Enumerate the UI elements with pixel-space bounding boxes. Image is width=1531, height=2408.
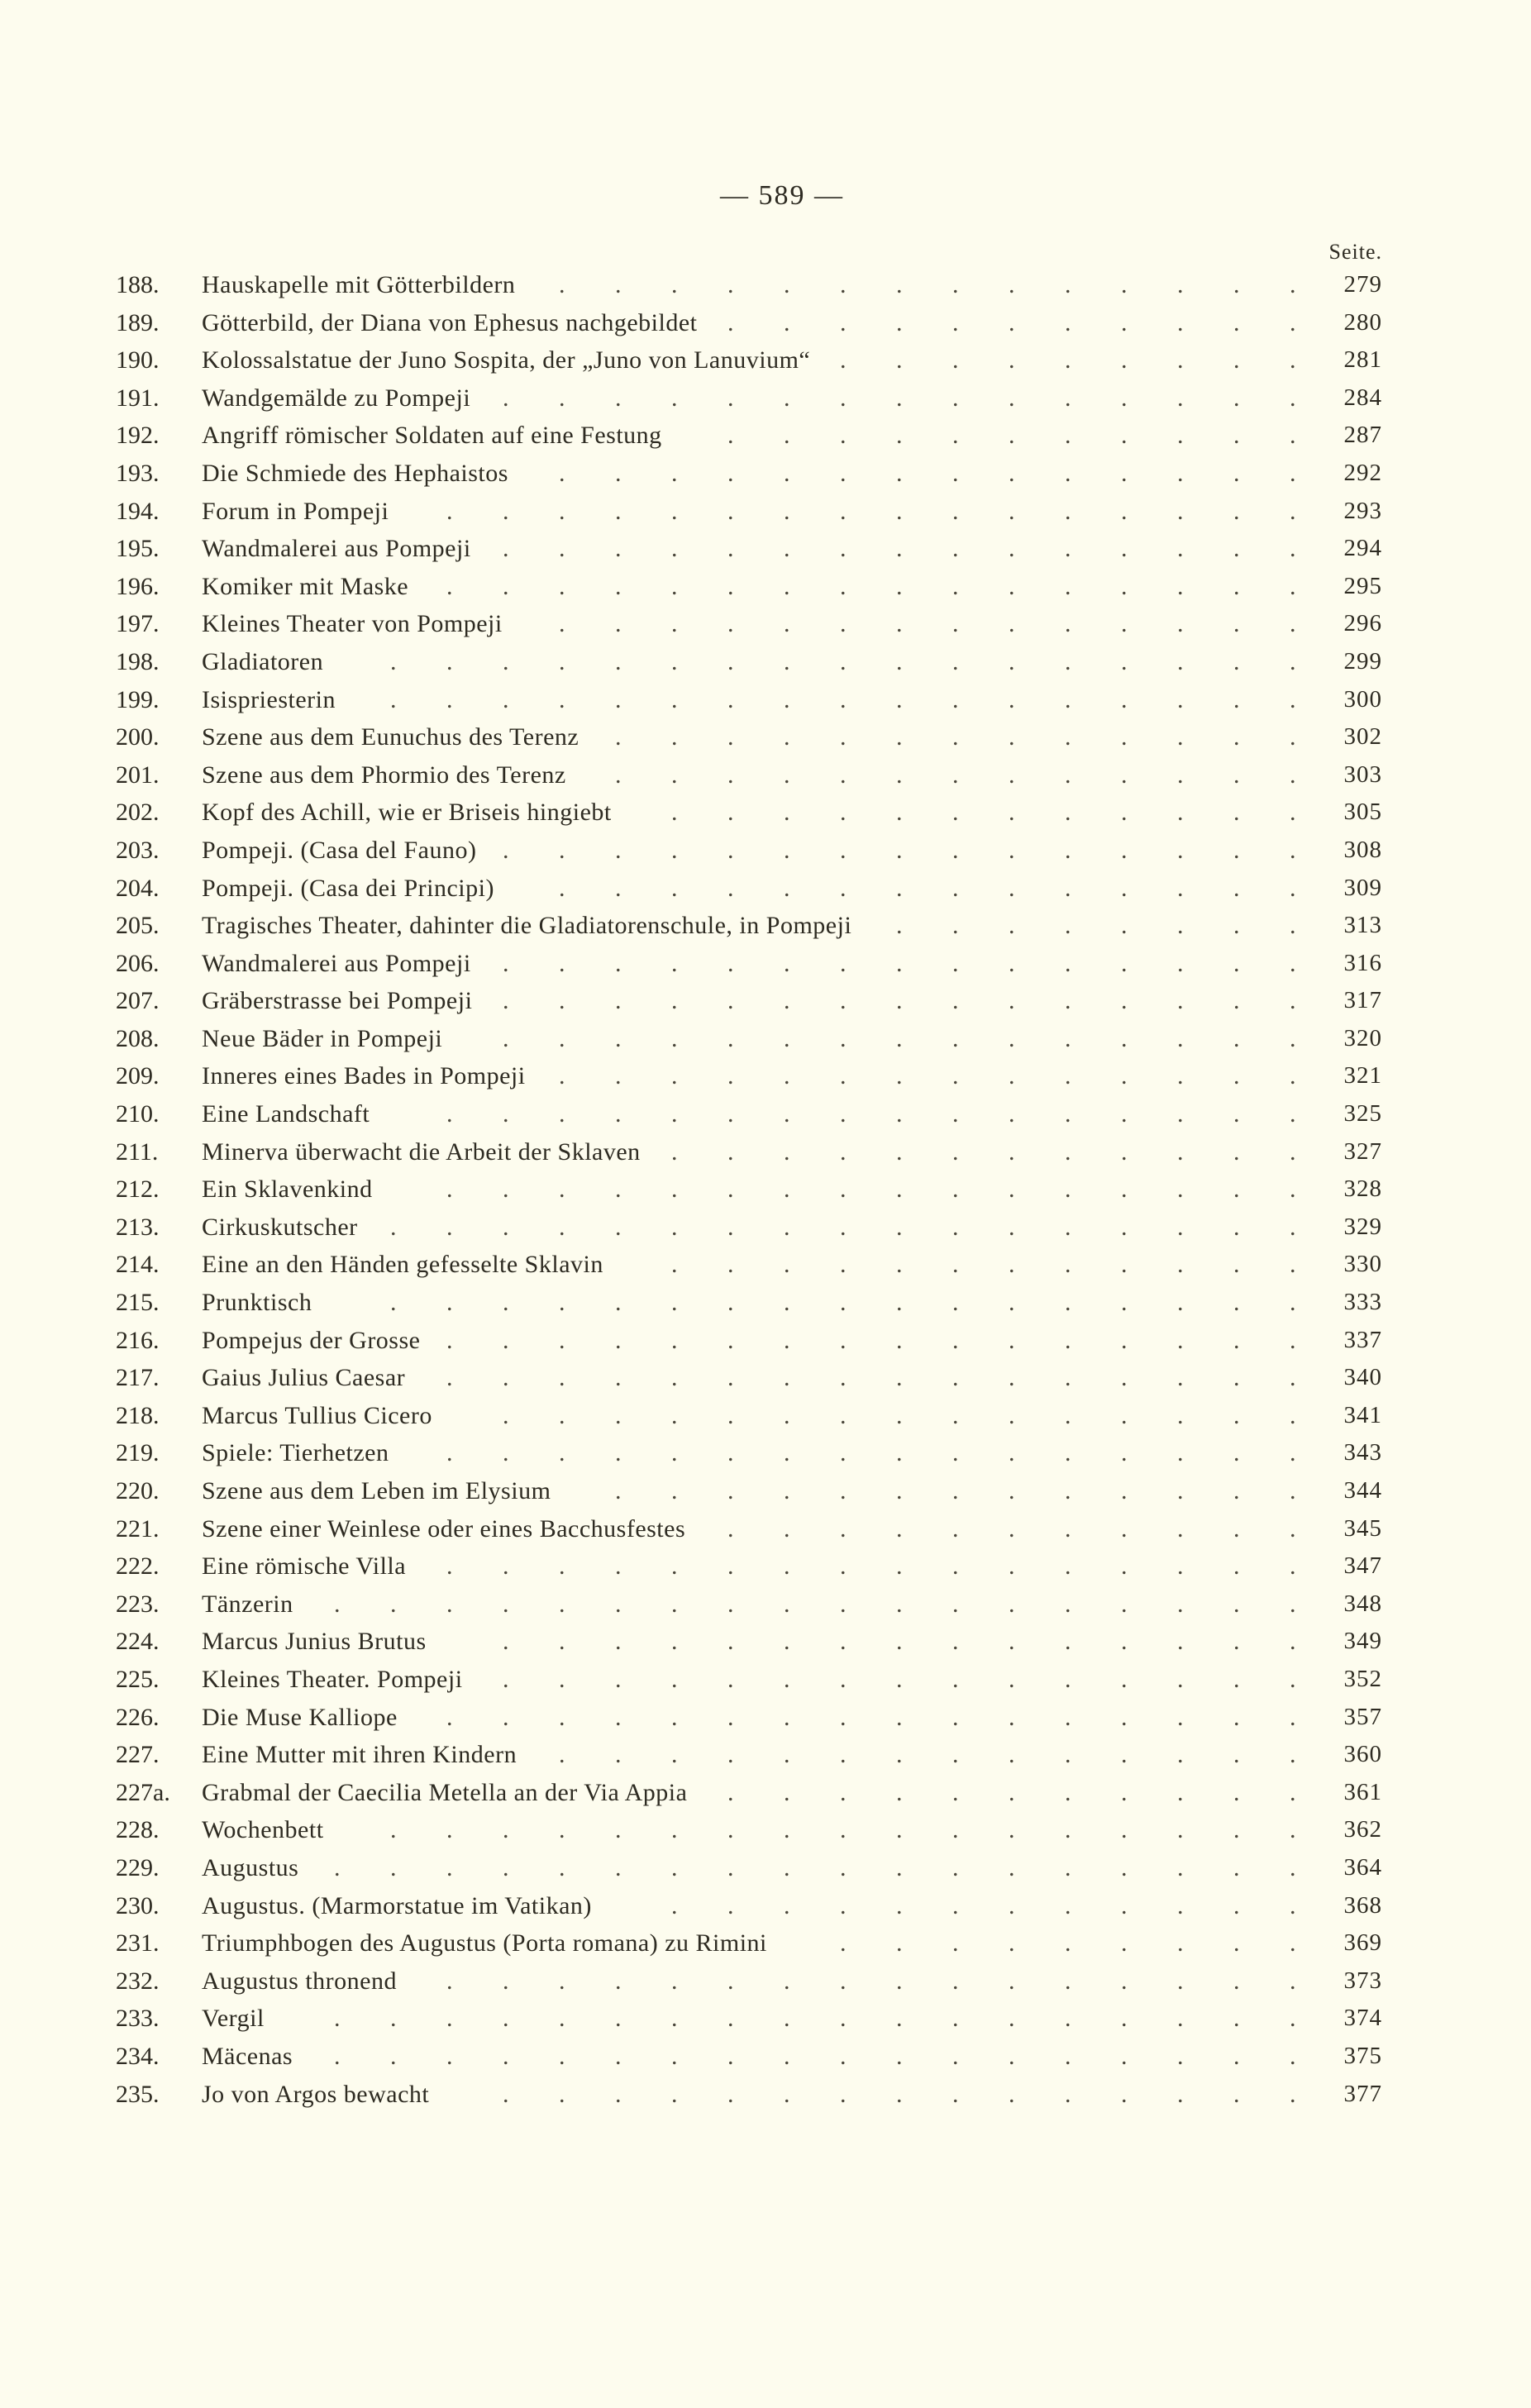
dot-leader: . . . . . . . . . . . . . . . . [446, 1967, 1296, 1995]
entry-page-number: 362 [1343, 1816, 1382, 1843]
entry-page-number: 348 [1343, 1590, 1382, 1617]
index-entry [116, 341, 1389, 379]
index-entry [116, 1359, 1389, 1397]
entry-number: 200. [116, 723, 160, 751]
illustration-index-list [116, 266, 1389, 2113]
entry-title: Wochenbett [202, 1816, 324, 1844]
dot-leader: . . . . . . . . . . . . . . [559, 459, 1296, 487]
entry-number: 197. [116, 610, 160, 638]
dot-leader: . . . . . . . . . . . . . [615, 1477, 1296, 1504]
entry-page-number: 340 [1343, 1364, 1382, 1391]
entry-number: 214. [116, 1251, 160, 1279]
dot-leader: . . . . . . . . . . . [727, 308, 1296, 336]
entry-page-number: 294 [1343, 535, 1382, 562]
entry-title: Pompejus der Grosse [202, 1326, 421, 1354]
entry-title: Hauskapelle mit Götterbildern [202, 271, 516, 298]
page-column-label: Seite. [1328, 240, 1382, 264]
entry-title: Isispriesterin [202, 685, 336, 713]
index-entry [116, 1472, 1389, 1510]
dot-leader: . . . . . . . . . . . . . . . . . . [334, 1853, 1296, 1881]
entry-title: Augustus [202, 1853, 299, 1881]
entry-number: 233. [116, 2005, 160, 2033]
entry-title: Pompeji. (Casa dei Principi) [202, 874, 494, 902]
entry-number: 208. [116, 1024, 160, 1052]
index-entry [116, 1171, 1389, 1209]
entry-title: Minerva überwacht die Arbeit der Sklaven [202, 1137, 641, 1166]
dot-leader: . . . . . . . . . . . . . . [559, 1741, 1296, 1769]
entry-page-number: 328 [1343, 1175, 1382, 1203]
entry-page-number: 296 [1343, 610, 1382, 637]
dot-leader: . . . . . . . . . . . . . . . [503, 949, 1296, 977]
entry-page-number: 374 [1343, 2005, 1382, 2032]
index-entry [116, 1057, 1389, 1095]
entry-number: 195. [116, 535, 160, 563]
index-entry [116, 1434, 1389, 1472]
index-entry [116, 681, 1389, 719]
entry-page-number: 305 [1343, 799, 1382, 826]
dot-leader: . . . . . . . . . . . . . . . [503, 1665, 1296, 1693]
index-entry [116, 1774, 1389, 1812]
index-entry [116, 718, 1389, 756]
entry-page-number: 303 [1343, 761, 1382, 788]
entry-number: 204. [116, 874, 160, 902]
entry-number: 211. [116, 1137, 159, 1166]
entry-page-number: 320 [1343, 1024, 1382, 1051]
entry-title: Die Schmiede des Hephaistos [202, 459, 508, 487]
entry-title: Pompeji. (Casa del Fauno) [202, 836, 477, 864]
dot-leader: . . . . . . . . . . . . . . . . [446, 497, 1296, 525]
entry-page-number: 313 [1343, 912, 1382, 939]
dot-leader: . . . . . . . . . [840, 346, 1296, 374]
entry-number: 230. [116, 1891, 160, 1919]
entry-number: 227. [116, 1741, 160, 1769]
entry-number: 231. [116, 1929, 160, 1957]
entry-title: Spiele: Tierhetzen [202, 1439, 389, 1467]
entry-title: Marcus Tullius Cicero [202, 1401, 432, 1429]
index-entry [116, 1661, 1389, 1699]
entry-number: 224. [116, 1628, 160, 1656]
dot-leader: . . . . . . . . . . . . . . . . [446, 572, 1296, 600]
entry-number: 199. [116, 685, 160, 713]
entry-number: 218. [116, 1401, 160, 1429]
dot-leader: . . . . . . . . . . . . . . . [503, 384, 1296, 412]
entry-title: Wandmalerei aus Pompeji [202, 535, 471, 563]
entry-title: Ein Sklavenkind [202, 1175, 373, 1204]
index-entry [116, 304, 1389, 342]
entry-page-number: 316 [1343, 949, 1382, 976]
entry-page-number: 361 [1343, 1778, 1382, 1805]
dot-leader: . . . . . . . . . . . . . . . . [446, 1175, 1296, 1204]
index-entry [116, 417, 1389, 455]
entry-page-number: 308 [1343, 836, 1382, 863]
index-entry [116, 907, 1389, 945]
entry-number: 203. [116, 836, 160, 864]
entry-title: Marcus Junius Brutus [202, 1628, 427, 1656]
entry-title: Eine Mutter mit ihren Kindern [202, 1741, 517, 1769]
entry-page-number: 292 [1343, 459, 1382, 486]
entry-number: 234. [116, 2042, 160, 2070]
dot-leader: . . . . . . . . . . . . . [615, 761, 1296, 789]
entry-page-number: 317 [1343, 987, 1382, 1014]
entry-page-number: 347 [1343, 1552, 1382, 1580]
entry-number: 196. [116, 572, 160, 600]
entry-number: 217. [116, 1364, 160, 1392]
dot-leader: . . . . . . . . . . . . . . . . [446, 1326, 1296, 1354]
entry-number: 216. [116, 1326, 160, 1354]
entry-page-number: 327 [1343, 1137, 1382, 1165]
entry-title: Forum in Pompeji [202, 497, 389, 525]
index-entry [116, 1585, 1389, 1624]
entry-number: 206. [116, 949, 160, 977]
entry-title: Szene einer Weinlese oder eines Bacchusfestes [202, 1514, 686, 1543]
dot-leader: . . . . . . . . . . . . . . [559, 1062, 1296, 1090]
entry-title: Eine Landschaft [202, 1100, 370, 1128]
entry-title: Angriff römischer Soldaten auf eine Festung [202, 422, 662, 450]
entry-title: Cirkuskutscher [202, 1213, 358, 1241]
entry-page-number: 344 [1343, 1477, 1382, 1504]
dot-leader: . . . . . . . . . . . . [671, 1137, 1296, 1166]
dot-leader: . . . . . . . . . . . . . . . . . . [334, 2042, 1296, 2070]
entry-title: Gräberstrasse bei Pompeji [202, 987, 473, 1015]
entry-page-number: 349 [1343, 1628, 1382, 1655]
dot-leader: . . . . . . . . . . . . . . . . [446, 1552, 1296, 1581]
index-entry [116, 1322, 1389, 1360]
index-entry [116, 266, 1389, 304]
entry-title: Gladiatoren [202, 647, 324, 675]
entry-page-number: 343 [1343, 1439, 1382, 1466]
dot-leader: . . . . . . . . . . . . . . . [503, 987, 1296, 1015]
dot-leader: . . . . . . . . . . . . . . . [503, 535, 1296, 563]
entry-number: 228. [116, 1816, 160, 1844]
dot-leader: . . . . . . . . . . . . . . [559, 610, 1296, 638]
entry-title: Triumphbogen des Augustus (Porta romana) zu Rimini [202, 1929, 767, 1957]
entry-page-number: 281 [1343, 346, 1382, 374]
entry-title: Tänzerin [202, 1590, 293, 1618]
entry-page-number: 360 [1343, 1741, 1382, 1768]
dot-leader: . . . . . . . . . . . . . [615, 723, 1296, 751]
index-entry [116, 1510, 1389, 1548]
dot-leader: . . . . . . . . . . . . . . . . . [390, 1213, 1296, 1241]
entry-page-number: 295 [1343, 572, 1382, 599]
index-entry [116, 1623, 1389, 1661]
dot-leader: . . . . . . . . . . . . . . . . [446, 1703, 1296, 1731]
index-entry [116, 568, 1389, 606]
entry-page-number: 364 [1343, 1853, 1382, 1881]
dot-leader: . . . . . . . . [896, 912, 1296, 940]
entry-title: Augustus. (Marmorstatue im Vatikan) [202, 1891, 592, 1919]
entry-title: Götterbild, der Diana von Ephesus nachgebildet [202, 308, 698, 336]
index-entry [116, 832, 1389, 870]
dot-leader: . . . . . . . . . . . . . . [559, 271, 1296, 298]
entry-number: 191. [116, 384, 160, 412]
dot-leader: . . . . . . . . . . . . . . . . . [390, 1816, 1296, 1844]
dot-leader: . . . . . . . . . . . . . . . . [446, 1100, 1296, 1128]
dot-leader: . . . . . . . . . . . . . . . [503, 1024, 1296, 1052]
index-entry [116, 1736, 1389, 1774]
entry-number: 194. [116, 497, 160, 525]
entry-page-number: 368 [1343, 1891, 1382, 1919]
entry-number: 215. [116, 1289, 160, 1317]
entry-number: 212. [116, 1175, 160, 1204]
dot-leader: . . . . . . . . . . . [727, 422, 1296, 450]
index-entry [116, 379, 1389, 417]
entry-number: 226. [116, 1703, 160, 1731]
dot-leader: . . . . . . . . . . . . . . . . . [390, 685, 1296, 713]
entry-title: Kopf des Achill, wie er Briseis hingiebt [202, 799, 612, 827]
entry-title: Kleines Theater. Pompeji [202, 1665, 463, 1693]
index-entry [116, 982, 1389, 1020]
dot-leader: . . . . . . . . . . . . . . . . . [390, 647, 1296, 675]
index-entry [116, 1209, 1389, 1247]
entry-page-number: 329 [1343, 1213, 1382, 1240]
entry-page-number: 345 [1343, 1514, 1382, 1542]
index-entry [116, 794, 1389, 832]
index-entry [116, 1397, 1389, 1435]
entry-title: Die Muse Kalliope [202, 1703, 398, 1731]
dot-leader: . . . . . . . . . . . . . . [559, 874, 1296, 902]
entry-page-number: 341 [1343, 1401, 1382, 1428]
index-entry [116, 1849, 1389, 1887]
entry-number: 189. [116, 308, 160, 336]
entry-title: Jo von Argos bewacht [202, 2080, 430, 2108]
entry-number: 225. [116, 1665, 160, 1693]
index-entry [116, 1020, 1389, 1058]
entry-title: Wandmalerei aus Pompeji [202, 949, 471, 977]
entry-page-number: 300 [1343, 685, 1382, 713]
entry-number: 198. [116, 647, 160, 675]
index-entry [116, 1133, 1389, 1171]
entry-page-number: 357 [1343, 1703, 1382, 1730]
entry-title: Wandgemälde zu Pompeji [202, 384, 471, 412]
page-number-header: — 589 — [720, 180, 844, 211]
entry-title: Kolossalstatue der Juno Sospita, der „Juno von Lanuvium“ [202, 346, 811, 374]
entry-number: 222. [116, 1552, 160, 1581]
index-entry [116, 530, 1389, 568]
entry-number: 193. [116, 459, 160, 487]
dot-leader: . . . . . . . . . . . . [671, 799, 1296, 827]
entry-number: 220. [116, 1477, 160, 1504]
dot-leader: . . . . . . . . . . . [727, 1778, 1296, 1806]
index-entry [116, 1284, 1389, 1322]
dot-leader: . . . . . . . . . . . . [671, 1891, 1296, 1919]
index-entry [116, 1887, 1389, 1925]
entry-number: 227a. [116, 1778, 170, 1806]
entry-page-number: 373 [1343, 1967, 1382, 1994]
entry-title: Tragisches Theater, dahinter die Gladiatorenschule, in Pompeji [202, 912, 852, 940]
entry-number: 210. [116, 1100, 160, 1128]
entry-title: Grabmal der Caecilia Metella an der Via Appia [202, 1778, 688, 1806]
index-entry [116, 1962, 1389, 2000]
entry-page-number: 330 [1343, 1251, 1382, 1278]
index-entry [116, 455, 1389, 493]
entry-number: 221. [116, 1514, 160, 1543]
entry-title: Gaius Julius Caesar [202, 1364, 406, 1392]
entry-page-number: 299 [1343, 647, 1382, 675]
dot-leader: . . . . . . . . . . . . . . . [503, 1401, 1296, 1429]
entry-title: Augustus thronend [202, 1967, 397, 1995]
entry-page-number: 309 [1343, 874, 1382, 901]
index-entry [116, 1095, 1389, 1133]
index-entry [116, 2038, 1389, 2076]
entry-page-number: 302 [1343, 723, 1382, 751]
index-entry [116, 756, 1389, 794]
entry-number: 192. [116, 422, 160, 450]
entry-title: Inneres eines Bades in Pompeji [202, 1062, 526, 1090]
entry-number: 209. [116, 1062, 160, 1090]
index-entry [116, 945, 1389, 983]
dot-leader: . . . . . . . . . . . . . . . . . . [334, 2005, 1296, 2033]
index-entry [116, 643, 1389, 681]
entry-page-number: 369 [1343, 1929, 1382, 1957]
index-entry [116, 1699, 1389, 1737]
entry-page-number: 377 [1343, 2080, 1382, 2107]
entry-title: Kleines Theater von Pompeji [202, 610, 503, 638]
index-entry [116, 1924, 1389, 1962]
entry-number: 223. [116, 1590, 160, 1618]
dot-leader: . . . . . . . . . . . . . . . [503, 1628, 1296, 1656]
dot-leader: . . . . . . . . . . . . . . . . [446, 1439, 1296, 1467]
entry-page-number: 333 [1343, 1289, 1382, 1316]
entry-title: Eine römische Villa [202, 1552, 407, 1581]
entry-page-number: 337 [1343, 1326, 1382, 1353]
entry-title: Neue Bäder in Pompeji [202, 1024, 443, 1052]
entry-page-number: 325 [1343, 1100, 1382, 1128]
dot-leader: . . . . . . . . . [840, 1929, 1296, 1957]
entry-number: 201. [116, 761, 160, 789]
entry-number: 188. [116, 271, 160, 298]
entry-number: 219. [116, 1439, 160, 1467]
entry-number: 202. [116, 799, 160, 827]
dot-leader: . . . . . . . . . . . . . . . [503, 836, 1296, 864]
index-entry [116, 2076, 1389, 2114]
entry-number: 207. [116, 987, 160, 1015]
entry-number: 190. [116, 346, 160, 374]
entry-page-number: 279 [1343, 271, 1382, 298]
index-entry [116, 1811, 1389, 1849]
entry-title: Komiker mit Maske [202, 572, 409, 600]
entry-title: Szene aus dem Phormio des Terenz [202, 761, 566, 789]
dot-leader: . . . . . . . . . . . . . . . [503, 2080, 1296, 2108]
dot-leader: . . . . . . . . . . . . . . . . . . [334, 1590, 1296, 1618]
entry-title: Szene aus dem Eunuchus des Terenz [202, 723, 579, 751]
entry-page-number: 280 [1343, 308, 1382, 336]
index-entry [116, 1547, 1389, 1585]
index-entry [116, 2000, 1389, 2038]
entry-page-number: 284 [1343, 384, 1382, 411]
index-entry [116, 1246, 1389, 1284]
entry-number: 235. [116, 2080, 160, 2108]
entry-number: 232. [116, 1967, 160, 1995]
entry-page-number: 321 [1343, 1062, 1382, 1090]
entry-title: Mäcenas [202, 2042, 293, 2070]
index-entry [116, 493, 1389, 531]
entry-page-number: 375 [1343, 2042, 1382, 2069]
entry-title: Eine an den Händen gefesselte Sklavin [202, 1251, 603, 1279]
dot-leader: . . . . . . . . . . . . . . . . . [390, 1289, 1296, 1317]
index-entry [116, 870, 1389, 908]
entry-number: 205. [116, 912, 160, 940]
entry-number: 213. [116, 1213, 160, 1241]
entry-number: 229. [116, 1853, 160, 1881]
entry-title: Szene aus dem Leben im Elysium [202, 1477, 551, 1504]
index-entry [116, 605, 1389, 643]
entry-title: Vergil [202, 2005, 265, 2033]
entry-page-number: 287 [1343, 422, 1382, 449]
entry-title: Prunktisch [202, 1289, 312, 1317]
dot-leader: . . . . . . . . . . . . . . . . [446, 1364, 1296, 1392]
entry-page-number: 352 [1343, 1665, 1382, 1692]
entry-page-number: 293 [1343, 497, 1382, 524]
dot-leader: . . . . . . . . . . . . [671, 1251, 1296, 1279]
dot-leader: . . . . . . . . . . . [727, 1514, 1296, 1543]
